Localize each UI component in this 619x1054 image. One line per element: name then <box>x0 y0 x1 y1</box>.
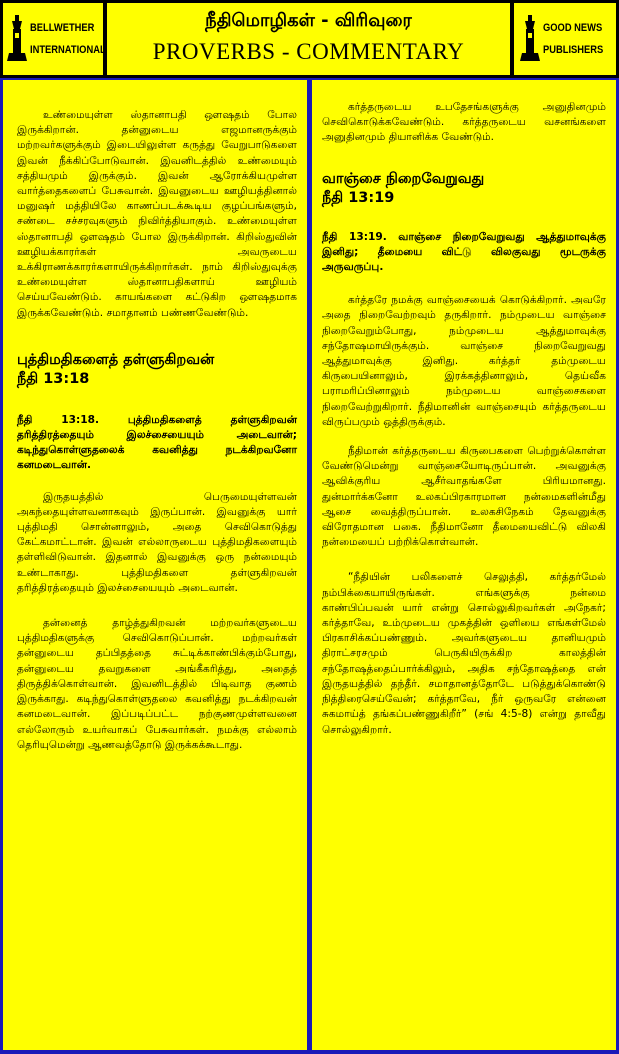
right-paragraph-1: கர்த்தருடைய உபதேசங்களுக்கு அனுதினமும் செவிகொடுக்கவேண்டும். கர்த்தருடைய வசனங்களை அனுதினமும் தியானிக்க வேண்டும். <box>322 101 606 144</box>
logo-left-line1: BELLWETHER <box>30 21 95 34</box>
title-tamil: நீதிமொழிகள் - விரிவுரை <box>205 10 412 31</box>
left-paragraph-1: உண்மையுள்ள ஸ்தானாபதி ஔஷதம் போல இருக்கிறான். தன்னுடைய எஜமானருக்கும் மற்றவர்களுக்கும் இடையிலுள்ள கருத்து வேறுபாடுகளை இவன் நீக்கிப்போடுவான். இவனிடத்தில் உண்மையும் சத்தியமும் இருக்கும். இவன் ஆரோக்கியமுள்ள வார்த்தைகளைப் பேசுவான். இவனுடைய ஊழியத்தினால் மனுஷர் மத்தியிலே காணப்படக்கூடிய குழப்பங்களும், சண்டை சச்சரவுகளும் நிவிர்த்தியாகும். உண்மையுள்ள ஸ்தானாபதி ஔஷதம் போல இருக்கிறான். கிறிஸ்துவின் ஊழியக்காரர்கள் அவருடைய உக்கிராணக்காரர்களாயிருக்கிறார்கள். நாம் கிறிஸ்துவுக்கு உண்மையுள்ள ஸ்தானாபதிகளாய் ஊழியம் செய்யவேண்டும். காயங்களை கட்டுகிற ஔஷதமாக இருக்கவேண்டும். சமாதானம் பண்ணவேண்டும். <box>17 109 297 319</box>
logo-right-line1: GOOD NEWS <box>543 21 603 34</box>
left-column <box>3 80 307 1050</box>
page-header <box>0 0 619 78</box>
left-paragraph-2: இருதயத்தில் பெருமையுள்ளவன் அகந்தையுள்ளவனாகவும் இருப்பான். இவனுக்கு யார் புத்திமதி சொன்னாலும், அதை செவிகொடுத்து கேட்கமாட்டான். இவன் எல்லாருடைய புத்திமதிகளையும் தள்ளிவிடுவான். இதனால் இவனுக்கு ஒரு நன்மையும் உண்டாகாது. புத்திமதிகளை தள்ளுகிறவன் தரித்திரத்தையும் இலச்சையையும் அடைவான். <box>17 490 297 594</box>
bellwether-tower-icon <box>7 15 27 63</box>
left-verse-text: நீதி 13:18. புத்திமதிகளைத் தள்ளுகிறவன் தரித்திரத்தையும் இலச்சையையும் அடைவான்; கடிந்துகொள்ளுதலைக் கவனித்து நடக்கிறவனோ கனமடைவான். <box>17 413 297 472</box>
left-section-reference: நீதி 13:18 <box>17 370 90 387</box>
right-verse-text: நீதி 13:19. வாஞ்சை நிறைவேறுவது ஆத்துமாவுக்கு இனிது; தீமையை விட்டு விலகுவது மூடருக்கு அருவருப்பு. <box>322 230 606 274</box>
publisher-logo-right <box>514 3 616 75</box>
title-english: PROVERBS - COMMENTARY <box>152 39 465 64</box>
right-section-reference: நீதி 13:19 <box>322 189 395 206</box>
right-column <box>312 80 616 1050</box>
publisher-logo-left <box>3 3 106 75</box>
logo-right-line2: PUBLISHERS <box>543 43 604 56</box>
good-news-tower-icon <box>520 15 540 63</box>
title-box <box>107 3 510 75</box>
logo-left-line2: INTERNATIONAL <box>30 43 106 56</box>
left-paragraph-3: தன்னைத் தாழ்த்துகிறவன் மற்றவர்களுடைய புத்திமதிகளுக்கு செவிகொடுப்பான். மற்றவர்கள் தன்னுடைய தப்பிதத்தை சுட்டிக்காண்பிக்கும்போது, தன்னுடைய தவறுகளை அங்கீகரித்து, அதைத் திருத்திக்கொள்வான். இவனிடத்தில் பிடிவாத குணம் இருக்காது. கடிந்துகொள்ளுதலை கவனித்து நடக்கிறவன் கனமடைவான். இப்படிப்பட்ட நற்குணமுள்ளவனை எல்லோரும் உயர்வாகப் பேசுவார்கள். நமக்கு எல்லாம் தெரியுமென்று ஆணவத்தோடு இருக்கக்கூடாது. <box>17 617 297 751</box>
left-section-heading: புத்திமதிகளைத் தள்ளுகிறவன் <box>17 351 215 368</box>
right-section-heading: வாஞ்சை நிறைவேறுவது <box>322 170 485 187</box>
right-paragraph-2: கர்த்தரே நமக்கு வாஞ்சையைக் கொடுக்கிறார். அவரே அதை நிறைவேற்றவும் தருகிறார். நம்முடைய வாஞ்சை நிறைவேறும்போது, நம்முடைய ஆத்துமாவுக்கு சந்தோஷமாயிருக்கும். வாஞ்சை நிறைவேறுவது ஆத்துமாவுக்கு இனிது. கர்த்தர் தம்முடைய கிருபையினாலும், இரக்கத்தினாலும், தெய்வீக பராமரிப்பினாலும் நம்முடைய வாஞ்சைகளை நிறைவேற்றுகிறார். நீதிமானின் வாஞ்சையும் கர்த்தருடைய விருப்பமும் ஒத்திருக்கும். <box>322 294 606 428</box>
right-paragraph-4: “நீதியின் பலிகளைச் செலுத்தி, கர்த்தர்மேல் நம்பிக்கையாயிருங்கள். எங்களுக்கு நன்மை காண்பிப்பவன் யார் என்று சொல்லுகிறவர்கள் அநேகர்; கர்த்தாவே, உம்முடைய முகத்தின் ஒளியை எங்கள்மேல் பிரகாசிக்கப்பண்ணும். அவர்களுடைய தானியமும் திராட்சரசமும் பெருகியிருக்கிற காலத்தின் சந்தோஷத்தைப்பார்க்கிலும், அதிக சந்தோஷத்தை என் இருதயத்தில் தந்தீர். சமாதானத்தோடே படுத்துக்கொண்டு நித்திரைசெய்வேன்; கர்த்தாவே, நீர் ஒருவரே என்னை சுகமாய்த் தங்கப்பண்ணுகிறீர்” (சங் 4:5-8) என்று தாவீது சொல்லுகிறார். <box>322 571 606 736</box>
right-paragraph-3: நீதிமான் கர்த்தருடைய கிருபைகளை பெற்றுக்கொள்ள வேண்டுமென்று வாஞ்சையோடிருப்பான். அவனுக்கு ஆவிக்குரிய ஆசீர்வாதங்களே பிரியமானது. துன்மார்க்கனோ உலகப்பிரகாரமான நன்மைகளின்மீது ஆசை வைத்திருப்பான். உலகசிநேகம் தேவனுக்கு விரோதமான பகை. நீதிமானோ தீமையைவிட்டு விலகி நன்மையைப் பற்றிக்கொள்வான். <box>322 445 606 549</box>
content-area <box>0 78 619 1054</box>
